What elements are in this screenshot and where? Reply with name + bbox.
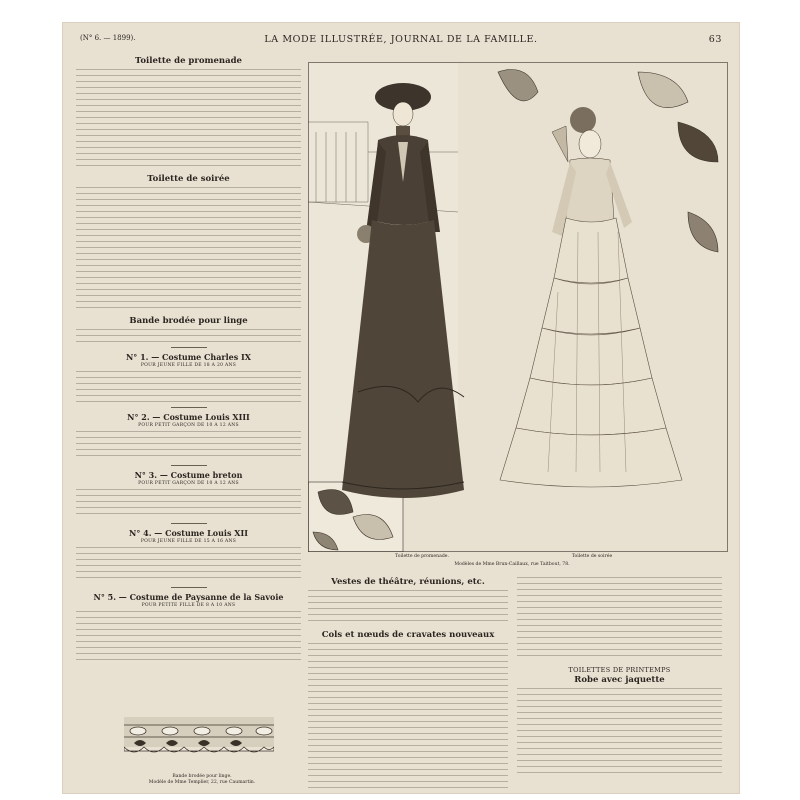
body-text: [308, 643, 508, 791]
costume-subtitle: POUR JEUNE FILLE DE 15 A 16 ANS: [140, 539, 237, 544]
middle-column: [308, 577, 508, 791]
section-kicker: TOILETTES DE PRINTEMPS: [568, 666, 671, 674]
costume-subtitle: POUR JEUNE FILLE DE 18 A 20 ANS: [140, 363, 237, 368]
journal-title: LA MODE ILLUSTRÉE, JOURNAL DE LA FAMILLE.: [264, 34, 538, 45]
section-heading: Robe avec jaquette: [574, 675, 665, 685]
body-text: [308, 590, 508, 626]
left-column: [76, 56, 301, 665]
magazine-page: [62, 22, 740, 794]
costume-heading: N° 4. — Costume Louis XII: [129, 528, 248, 538]
page-number: 63: [708, 34, 722, 45]
divider: [171, 347, 207, 348]
costume-heading: N° 2. — Costume Louis XIII: [127, 412, 250, 422]
costume-subtitle: POUR PETIT GARÇON DE 10 A 12 ANS: [138, 423, 239, 428]
caption-promenade: Toilette de promenade.: [395, 554, 449, 559]
body-text: [76, 489, 301, 519]
body-text: [76, 431, 301, 461]
illustration-credit: Modèles de Mme Brun-Caillaux, rue Taitbout, 78.: [454, 562, 570, 567]
divider: [171, 465, 207, 466]
section-heading: Vestes de théâtre, réunions, etc.: [331, 577, 485, 587]
costume-subtitle: POUR PETITE FILLE DE 8 A 10 ANS: [141, 603, 236, 608]
page-header: [80, 34, 722, 48]
body-text: [76, 187, 301, 313]
section-heading: Toilette de promenade: [135, 56, 242, 66]
caption-evening: Toilette de soirée: [571, 554, 613, 559]
divider: [171, 523, 207, 524]
issue-number: (N° 6. — 1899).: [80, 34, 136, 42]
costume-heading: N° 1. — Costume Charles IX: [125, 352, 252, 362]
lace-caption: Bande brodée pour linge. Modèle de Mme Templier, 22, rue Caumartin.: [148, 774, 256, 785]
embroidered-band-illustration: [124, 717, 274, 773]
right-column: [517, 577, 722, 778]
costume-heading: N° 3. — Costume breton: [134, 470, 243, 480]
body-text: [76, 547, 301, 583]
body-text: [76, 329, 301, 343]
divider: [171, 407, 207, 408]
fashion-plate-illustration: [308, 62, 728, 552]
body-text: [517, 577, 722, 659]
section-heading: Toilette de soirée: [147, 174, 230, 184]
body-text: [517, 688, 722, 778]
costume-heading: N° 5. — Costume de Paysanne de la Savoie: [93, 592, 284, 602]
costume-subtitle: POUR PETIT GARÇON DE 10 A 12 ANS: [138, 481, 239, 486]
body-text: [76, 69, 301, 171]
section-heading: Bande brodée pour linge: [129, 316, 248, 326]
section-heading: Cols et nœuds de cravates nouveaux: [321, 630, 495, 640]
body-text: [76, 371, 301, 403]
evening-figure: [500, 107, 682, 487]
body-text: [76, 611, 301, 663]
divider: [171, 587, 207, 588]
